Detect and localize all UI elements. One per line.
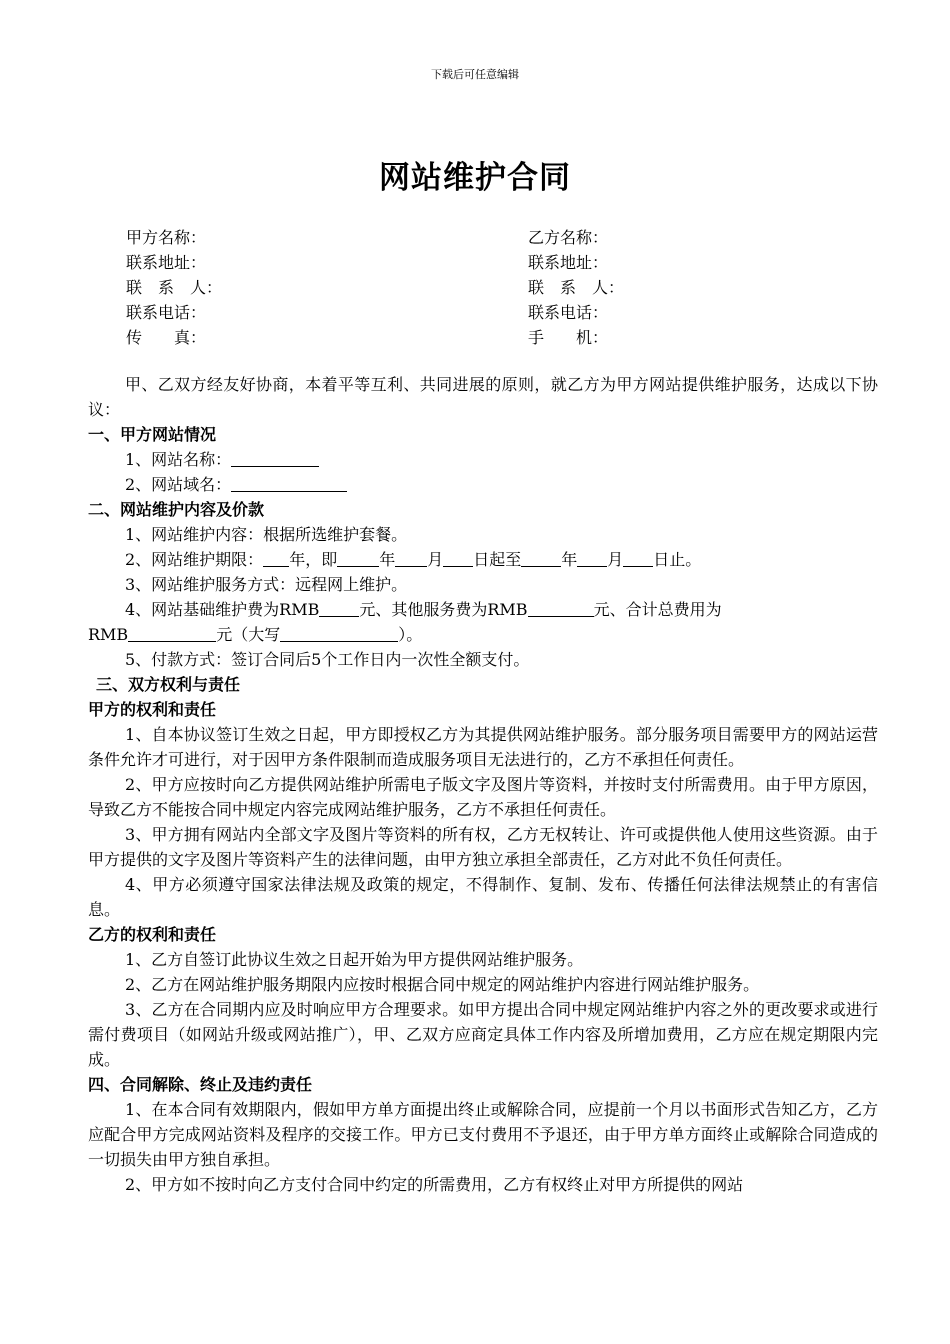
fee-text: 元、合计总费用为 bbox=[593, 600, 722, 619]
party-b-clause: 2、乙方在网站维护服务期限内应按时根据合同中规定的网站维护内容进行网站维护服务。 bbox=[125, 975, 760, 994]
end-year-blank bbox=[521, 548, 561, 567]
fee-text: 4、网站基础维护费为RMB bbox=[125, 600, 320, 619]
start-day-blank bbox=[443, 548, 473, 567]
section-1-heading: 一、甲方网站情况 bbox=[88, 425, 217, 444]
party-a-address-label: 联系地址： bbox=[126, 253, 207, 272]
party-b-contact-label: 联 系 人： bbox=[528, 278, 625, 297]
payment-method: 5、付款方式：签订合同后5个工作日内一次性全额支付。 bbox=[125, 650, 530, 669]
party-a-phone-label: 联系电话： bbox=[126, 303, 207, 322]
base-fee-blank bbox=[319, 598, 359, 617]
party-a-clause: 2、甲方应按时向乙方提供网站维护所需电子版文字及图片等资料，并按时支付所需费用。由于甲方原因，导致乙方不能按合同中规定内容完成网站维护服务，乙方不承担任何责任。 bbox=[88, 775, 878, 819]
party-a-clause: 4、甲方必须遵守国家法律法规及政策的规定，不得制作、复制、发布、传播任何法律法规禁止的有害信息。 bbox=[88, 875, 878, 919]
termination-clause: 2、甲方如不按时向乙方支付合同中约定的所需费用，乙方有权终止对甲方所提供的网站 bbox=[125, 1175, 744, 1194]
party-b-name-label: 乙方名称： bbox=[528, 228, 609, 247]
party-b-info bbox=[528, 225, 624, 350]
period-text: 月 bbox=[427, 550, 444, 569]
period-text: 月 bbox=[607, 550, 624, 569]
site-name-line bbox=[88, 447, 878, 472]
period-years-blank bbox=[263, 548, 289, 567]
party-a-info bbox=[126, 225, 222, 350]
period-text: 日起至 bbox=[473, 550, 522, 569]
start-year-blank bbox=[337, 548, 379, 567]
party-b-phone-label: 联系电话： bbox=[528, 303, 609, 322]
end-month-blank bbox=[577, 548, 607, 567]
section-3-heading: 三、双方权利与责任 bbox=[96, 675, 241, 694]
fee-text: 元（大写 bbox=[216, 625, 281, 644]
fee-text: RMB bbox=[88, 625, 129, 644]
total-fee-words-blank bbox=[280, 623, 398, 642]
site-name-blank bbox=[231, 448, 319, 467]
total-fee-blank bbox=[128, 623, 216, 642]
period-text: 日止。 bbox=[653, 550, 702, 569]
period-text: 年 bbox=[561, 550, 578, 569]
party-b-clause: 1、乙方自签订此协议生效之日起开始为甲方提供网站维护服务。 bbox=[125, 950, 584, 969]
intro-paragraph: 甲、乙双方经友好协商，本着平等互利、共同进展的原则，就乙方为甲方网站提供维护服务，达成以下协议： bbox=[88, 375, 878, 419]
termination-clause: 1、在本合同有效期限内，假如甲方单方面提出终止或解除合同，应提前一个月以书面形式告知乙方，乙方应配合甲方完成网站资料及程序的交接工作。甲方已支付费用不予退还，由于甲方单方面终止或解除合同造成的一切损失由甲方独自承担。 bbox=[88, 1100, 878, 1169]
fee-text: ）。 bbox=[398, 625, 423, 644]
site-domain-line bbox=[88, 472, 878, 497]
party-a-rights-heading: 甲方的权利和责任 bbox=[88, 700, 217, 719]
party-a-contact-label: 联 系 人： bbox=[126, 278, 223, 297]
fee-total-line bbox=[88, 622, 878, 647]
end-day-blank bbox=[623, 548, 653, 567]
party-a-fax-label: 传 真： bbox=[126, 328, 207, 347]
maintenance-period-line bbox=[88, 547, 878, 572]
period-text: 年 bbox=[379, 550, 396, 569]
period-text: 年，即 bbox=[289, 550, 338, 569]
section-2-heading: 二、网站维护内容及价款 bbox=[88, 500, 265, 519]
service-method: 3、网站维护服务方式：远程网上维护。 bbox=[125, 575, 408, 594]
party-a-clause: 1、自本协议签订生效之日起，甲方即授权乙方为其提供网站维护服务。部分服务项目需要甲方的网站运营条件允许才可进行，对于因甲方条件限制而造成服务项目无法进行的，乙方不承担任何责任。 bbox=[88, 725, 878, 769]
header-note: 下载后可任意编辑 bbox=[431, 68, 519, 81]
document-title: 网站维护合同 bbox=[379, 160, 571, 196]
party-a-clause: 3、甲方拥有网站内全部文字及图片等资料的所有权，乙方无权转让、许可或提供他人使用这些资源。由于甲方提供的文字及图片等资料产生的法律问题，由甲方独立承担全部责任，乙方对此不负任何责任。 bbox=[88, 825, 878, 869]
site-name-label: 1、网站名称： bbox=[125, 450, 232, 469]
maintenance-content: 1、网站维护内容：根据所选维护套餐。 bbox=[125, 525, 408, 544]
period-label: 2、网站维护期限： bbox=[125, 550, 264, 569]
section-4-heading: 四、合同解除、终止及违约责任 bbox=[88, 1075, 313, 1094]
site-domain-blank bbox=[231, 473, 347, 492]
party-b-address-label: 联系地址： bbox=[528, 253, 609, 272]
site-domain-label: 2、网站域名： bbox=[125, 475, 232, 494]
other-fee-blank bbox=[528, 598, 594, 617]
party-b-mobile-label: 手 机： bbox=[528, 328, 609, 347]
party-b-clause: 3、乙方在合同期内应及时响应甲方合理要求。如甲方提出合同中规定网站维护内容之外的更改要求或进行需付费项目（如网站升级或网站推广），甲、乙双方应商定具体工作内容及所增加费用，乙方应在规定期限内完成。 bbox=[88, 1000, 878, 1069]
contract-body bbox=[88, 372, 878, 1197]
start-month-blank bbox=[395, 548, 427, 567]
fee-line bbox=[88, 597, 878, 622]
party-b-rights-heading: 乙方的权利和责任 bbox=[88, 925, 217, 944]
fee-text: 元、其他服务费为RMB bbox=[359, 600, 528, 619]
party-a-name-label: 甲方名称： bbox=[126, 228, 207, 247]
